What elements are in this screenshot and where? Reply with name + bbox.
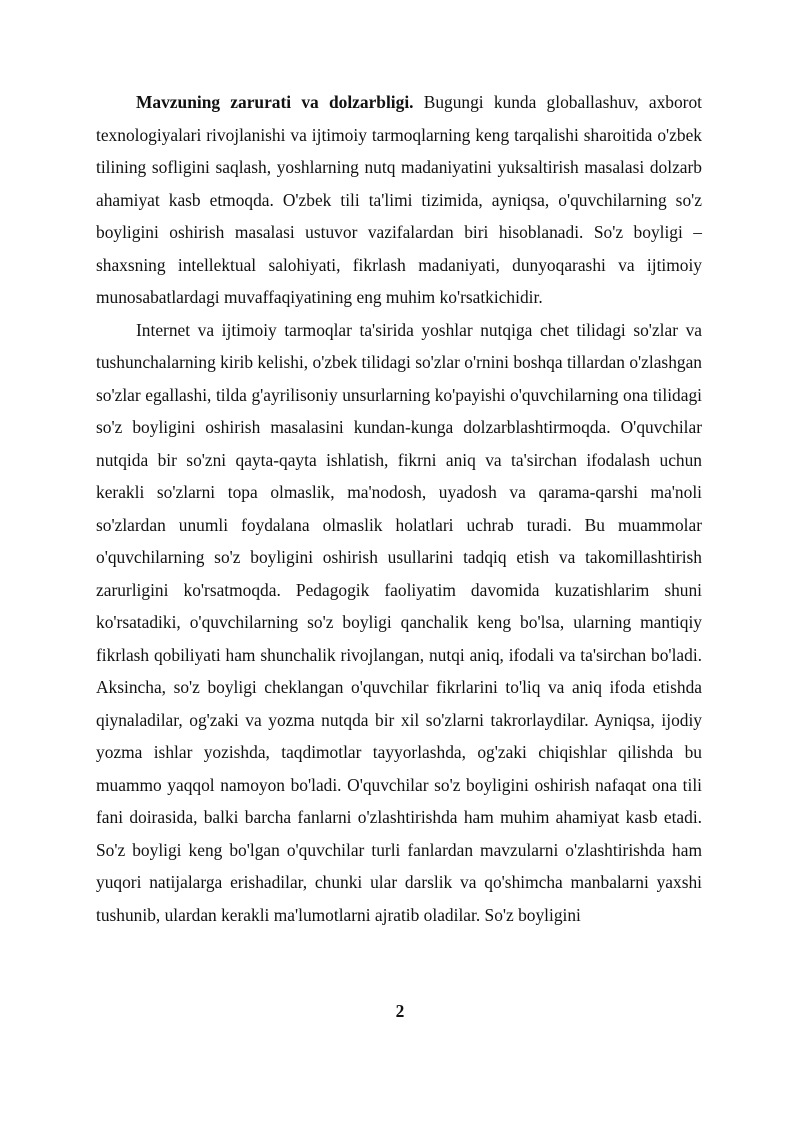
- paragraph-relevance: [96, 86, 702, 314]
- paragraph-text: Internet va ijtimoiy tarmoqlar ta'sirida yoshlar nutqiga chet tilidagi so'zlar va tushunchalarning kirib kelishi, o'zbek tilidagi so'zlar o'rnini boshqa tillardan o'zlashgan so'zlar egallashi, tilda g'ayrilisoniy unsurlarning ko'payishi o'quvchilarning ona tilidagi so'z boyligini oshirish masalasini kundan-kunga dolzarblashtirmoqda. O'quvchilar nutqida bir so'zni qayta-qayta ishlatish, fikrni aniq va ta'sirchan ifodalash uchun kerakli so'zlarni topa olmaslik, ma'nodosh, uyadosh va qarama-qarshi ma'noli so'zlardan unumli foydalana olmaslik holatlari uchrab turadi. Bu muammolar o'quvchilarning so'z boyligini oshirish usullarini tadqiq etish va takomillashtirish zarurligini ko'rsatmoqda. Pedagogik faoliyatim davomida kuzatishlarim shuni ko'rsatadiki, o'quvchilarning so'z boyligi qanchalik keng bo'lsa, ularning mantiqiy fikrlash qobiliyati ham shunchalik rivojlangan, nutqi aniq, ifodali va ta'sirchan bo'ladi. Aksincha, so'z boyligi cheklangan o'quvchilar fikrlarini to'liq va aniq ifoda etishda qiynaladilar, og'zaki va yozma nutqda bir xil so'zlarni takrorlaydilar. Ayniqsa, ijodiy yozma ishlar yozishda, taqdimotlar tayyorlashda, og'zaki chiqishlar qilishda bu muammo yaqqol namoyon bo'ladi. O'quvchilar so'z boyligini oshirish nafaqat ona tili fani doirasida, balki barcha fanlarni o'zlashtirishda ham muhim ahamiyat kasb etadi. So'z boyligi keng bo'lgan o'quvchilar turli fanlardan mavzularni o'zlashtirishda ham yuqori natijalarga erishadilar, chunki ular darslik va qo'shimcha manbalarni yaxshi tushunib, ulardan kerakli ma'lumotlarni ajratib oladilar. So'z boyligini: [96, 319, 702, 925]
- paragraph-text: Bugungi kunda globallashuv, axborot texnologiyalari rivojlanishi va ijtimoiy tarmoqlarning keng tarqalishi sharoitida o'zbek tilining sofligini saqlash, yoshlarning nutq madaniyatini yuksaltirish masalasi dolzarb ahamiyat kasb etmoqda. O'zbek tili ta'limi tizimida, ayniqsa, o'quvchilarning so'z boyligini oshirish masalasi ustuvor vazifalardan biri hisoblanadi. So'z boyligi – shaxsning intellektual salohiyati, fikrlash madaniyati, dunyoqarashi va ijtimoiy munosabatlardagi muvaffaqiyatining eng muhim ko'rsatkichidir.: [96, 92, 702, 307]
- paragraph-internet-influence: [96, 314, 702, 932]
- section-heading: Mavzuning zarurati va dolzarbligi.: [136, 92, 414, 112]
- page-number: 2: [395, 1001, 405, 1021]
- document-body: [96, 86, 702, 931]
